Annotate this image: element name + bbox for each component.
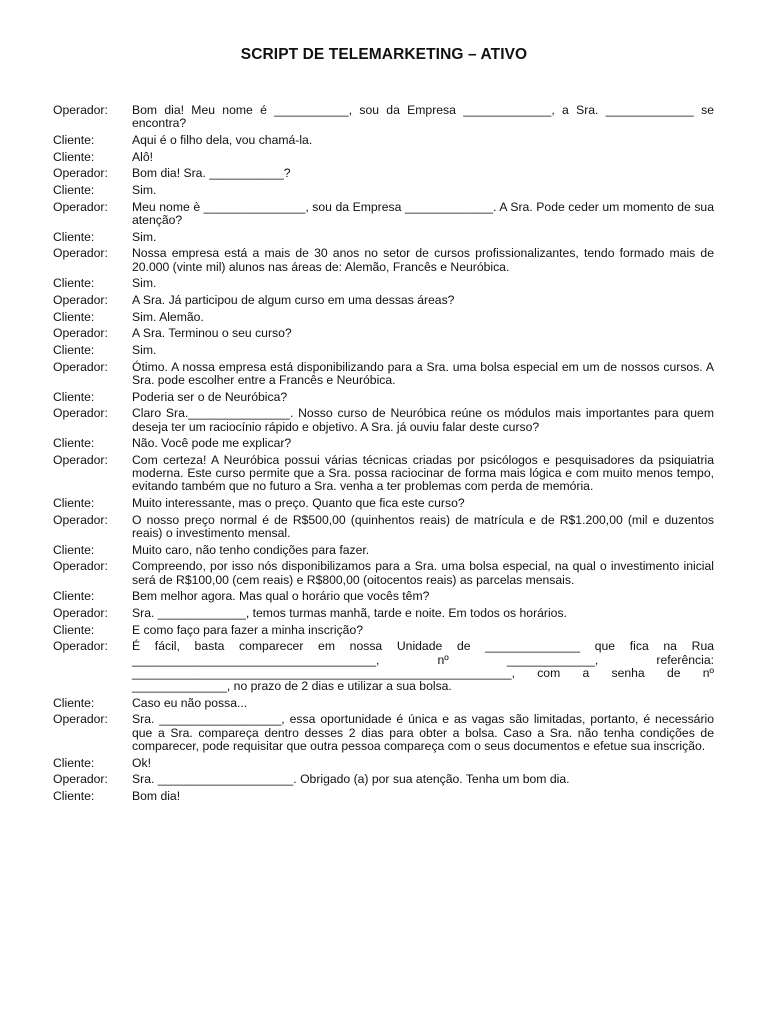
dialogue-line bbox=[53, 454, 714, 494]
dialogue-line bbox=[53, 231, 714, 244]
dialogue-line bbox=[53, 167, 714, 180]
dialogue-text: Alô! bbox=[132, 149, 154, 164]
dialogue-text: Sim. Alemão. bbox=[132, 309, 204, 324]
speaker-label: Operador: bbox=[53, 246, 108, 261]
speaker-label: Cliente: bbox=[53, 132, 95, 147]
dialogue-text: Não. Você pode me explicar? bbox=[132, 436, 292, 451]
speaker-label: Operador: bbox=[53, 359, 108, 374]
dialogue-line bbox=[53, 134, 714, 147]
dialogue-text: Sim. bbox=[132, 276, 157, 291]
dialogue-text: Aqui é o filho dela, vou chamá-la. bbox=[132, 132, 313, 147]
dialogue-text: Bom dia! Sra. ___________? bbox=[132, 166, 291, 181]
dialogue-line bbox=[53, 247, 714, 273]
speaker-label: Cliente: bbox=[53, 496, 95, 511]
dialogue-line bbox=[53, 640, 714, 693]
dialogue-line bbox=[53, 311, 714, 324]
speaker-label: Cliente: bbox=[53, 276, 95, 291]
dialogue-text: Bom dia! Meu nome é ___________, sou da Empresa _____________, a Sra. _____________ se encontra? bbox=[132, 103, 714, 131]
dialogue-line bbox=[53, 544, 714, 557]
dialogue-line bbox=[53, 104, 714, 130]
speaker-label: Operador: bbox=[53, 103, 108, 117]
speaker-label: Cliente: bbox=[53, 343, 95, 358]
dialogue-text: Sra. __________________, essa oportunidade é única e as vagas são limitadas, portanto, é necessário que a Sra. compareça dentro desses 2 dias para obter a bolsa. Caso a Sra. não tenha condições de comparecer, pode requisitar que outra pessoa compareça com o seus documentos e efetue sua inscrição. bbox=[132, 712, 714, 753]
dialogue-text: É fácil, basta comparecer em nossa Unidade de ______________ que fica na Rua ____________________________________, nº _____________, referência: ________________________________________________________, com a senha de nº ______________, no prazo de 2 dias e utilizar a sua bolsa. bbox=[132, 639, 714, 694]
speaker-label: Cliente: bbox=[53, 149, 95, 164]
dialogue-line bbox=[53, 327, 714, 340]
speaker-label: Operador: bbox=[53, 512, 108, 527]
speaker-label: Operador: bbox=[53, 406, 108, 421]
dialogue-line bbox=[53, 757, 714, 770]
dialogue-line bbox=[53, 407, 714, 433]
dialogue-text: O nosso preço normal é de R$500,00 (quinhentos reais) de matrícula e de R$1.200,00 (mil e duzentos reais) o investimento mensal. bbox=[132, 512, 714, 540]
speaker-label: Cliente: bbox=[53, 309, 95, 324]
dialogue-text: Claro Sra._______________. Nosso curso de Neuróbica reúne os módulos mais importantes para quem deseja ter um raciocínio rápido e objetivo. A Sra. já ouviu falar deste curso? bbox=[132, 406, 714, 434]
speaker-label: Operador: bbox=[53, 639, 108, 654]
dialogue-list bbox=[53, 104, 714, 807]
speaker-label: Cliente: bbox=[53, 788, 95, 803]
dialogue-line bbox=[53, 713, 714, 753]
dialogue-line bbox=[53, 437, 714, 450]
dialogue-line bbox=[53, 514, 714, 540]
dialogue-line bbox=[53, 151, 714, 164]
speaker-label: Operador: bbox=[53, 166, 108, 181]
speaker-label: Operador: bbox=[53, 452, 108, 467]
speaker-label: Cliente: bbox=[53, 436, 95, 451]
dialogue-line bbox=[53, 790, 714, 803]
dialogue-text: Poderia ser o de Neuróbica? bbox=[132, 389, 288, 404]
dialogue-line bbox=[53, 773, 714, 786]
speaker-label: Cliente: bbox=[53, 183, 95, 198]
dialogue-line bbox=[53, 624, 714, 637]
speaker-label: Cliente: bbox=[53, 589, 95, 604]
speaker-label: Cliente: bbox=[53, 755, 95, 770]
speaker-label: Operador: bbox=[53, 712, 108, 727]
dialogue-line bbox=[53, 277, 714, 290]
dialogue-line bbox=[53, 344, 714, 357]
speaker-label: Cliente: bbox=[53, 695, 95, 710]
speaker-label: Operador: bbox=[53, 606, 108, 620]
dialogue-text: Muito caro, não tenho condições para fazer. bbox=[132, 542, 370, 557]
dialogue-line bbox=[53, 361, 714, 387]
dialogue-line bbox=[53, 697, 714, 710]
speaker-label: Cliente: bbox=[53, 229, 95, 244]
dialogue-text: E como faço para fazer a minha inscrição? bbox=[132, 622, 363, 637]
speaker-label: Cliente: bbox=[53, 389, 95, 404]
dialogue-text: Bom dia! bbox=[132, 788, 181, 803]
dialogue-text: Sim. bbox=[132, 183, 157, 198]
dialogue-text: Meu nome è _______________, sou da Empresa _____________. A Sra. Pode ceder um momento de sua atenção? bbox=[132, 199, 714, 227]
dialogue-text: Nossa empresa está a mais de 30 anos no setor de cursos profissionalizantes, tendo formado mais de 20.000 (vinte mil) alunos nas áreas de: Alemão, Francês e Neuróbica. bbox=[132, 246, 714, 274]
speaker-label: Cliente: bbox=[53, 542, 95, 557]
dialogue-line bbox=[53, 607, 714, 620]
dialogue-text: Sim. bbox=[132, 229, 157, 244]
dialogue-line bbox=[53, 184, 714, 197]
document-title: SCRIPT DE TELEMARKETING – ATIVO bbox=[240, 46, 528, 63]
speaker-label: Operador: bbox=[53, 326, 108, 341]
dialogue-text: Compreendo, por isso nós disponibilizamos para a Sra. uma bolsa especial, na qual o investimento inicial será de R$100,00 (cem reais) e R$800,00 (oitocentos reais) as parcelas mensais. bbox=[132, 559, 714, 587]
dialogue-text: Bem melhor agora. Mas qual o horário que vocês têm? bbox=[132, 589, 430, 604]
speaker-label: Operador: bbox=[53, 559, 108, 574]
dialogue-line bbox=[53, 590, 714, 603]
dialogue-text: Caso eu não possa... bbox=[132, 695, 248, 710]
dialogue-text: Ótimo. A nossa empresa está disponibilizando para a Sra. uma bolsa especial em um de nossos cursos. A Sra. pode escolher entre a Francês e Neuróbica. bbox=[132, 359, 714, 387]
dialogue-line bbox=[53, 201, 714, 227]
dialogue-text: A Sra. Terminou o seu curso? bbox=[132, 326, 292, 341]
speaker-label: Operador: bbox=[53, 199, 108, 214]
dialogue-text: A Sra. Já participou de algum curso em uma dessas áreas? bbox=[132, 292, 455, 307]
speaker-label: Operador: bbox=[53, 772, 108, 787]
dialogue-text: Muito interessante, mas o preço. Quanto que fica este curso? bbox=[132, 496, 465, 511]
dialogue-line bbox=[53, 391, 714, 404]
dialogue-text: Sra. ____________________. Obrigado (a) por sua atenção. Tenha um bom dia. bbox=[132, 772, 570, 787]
dialogue-text: Sim. bbox=[132, 343, 157, 358]
dialogue-text: Ok! bbox=[132, 755, 151, 770]
speaker-label: Cliente: bbox=[53, 622, 95, 637]
dialogue-line bbox=[53, 560, 714, 586]
dialogue-line bbox=[53, 294, 714, 307]
dialogue-text: Com certeza! A Neuróbica possui várias técnicas criadas por psicólogos e pesquisadores da psiquiatria moderna. Este curso permite que a Sra. possa raciocinar de forma mais lógica e com muito menos tempo, evitando também que no futuro a Sra. venha a ter problemas com perda de memória. bbox=[132, 452, 714, 494]
dialogue-line bbox=[53, 497, 714, 510]
dialogue-text: Sra. _____________, temos turmas manhã, tarde e noite. Em todos os horários. bbox=[132, 606, 567, 620]
speaker-label: Operador: bbox=[53, 292, 108, 307]
